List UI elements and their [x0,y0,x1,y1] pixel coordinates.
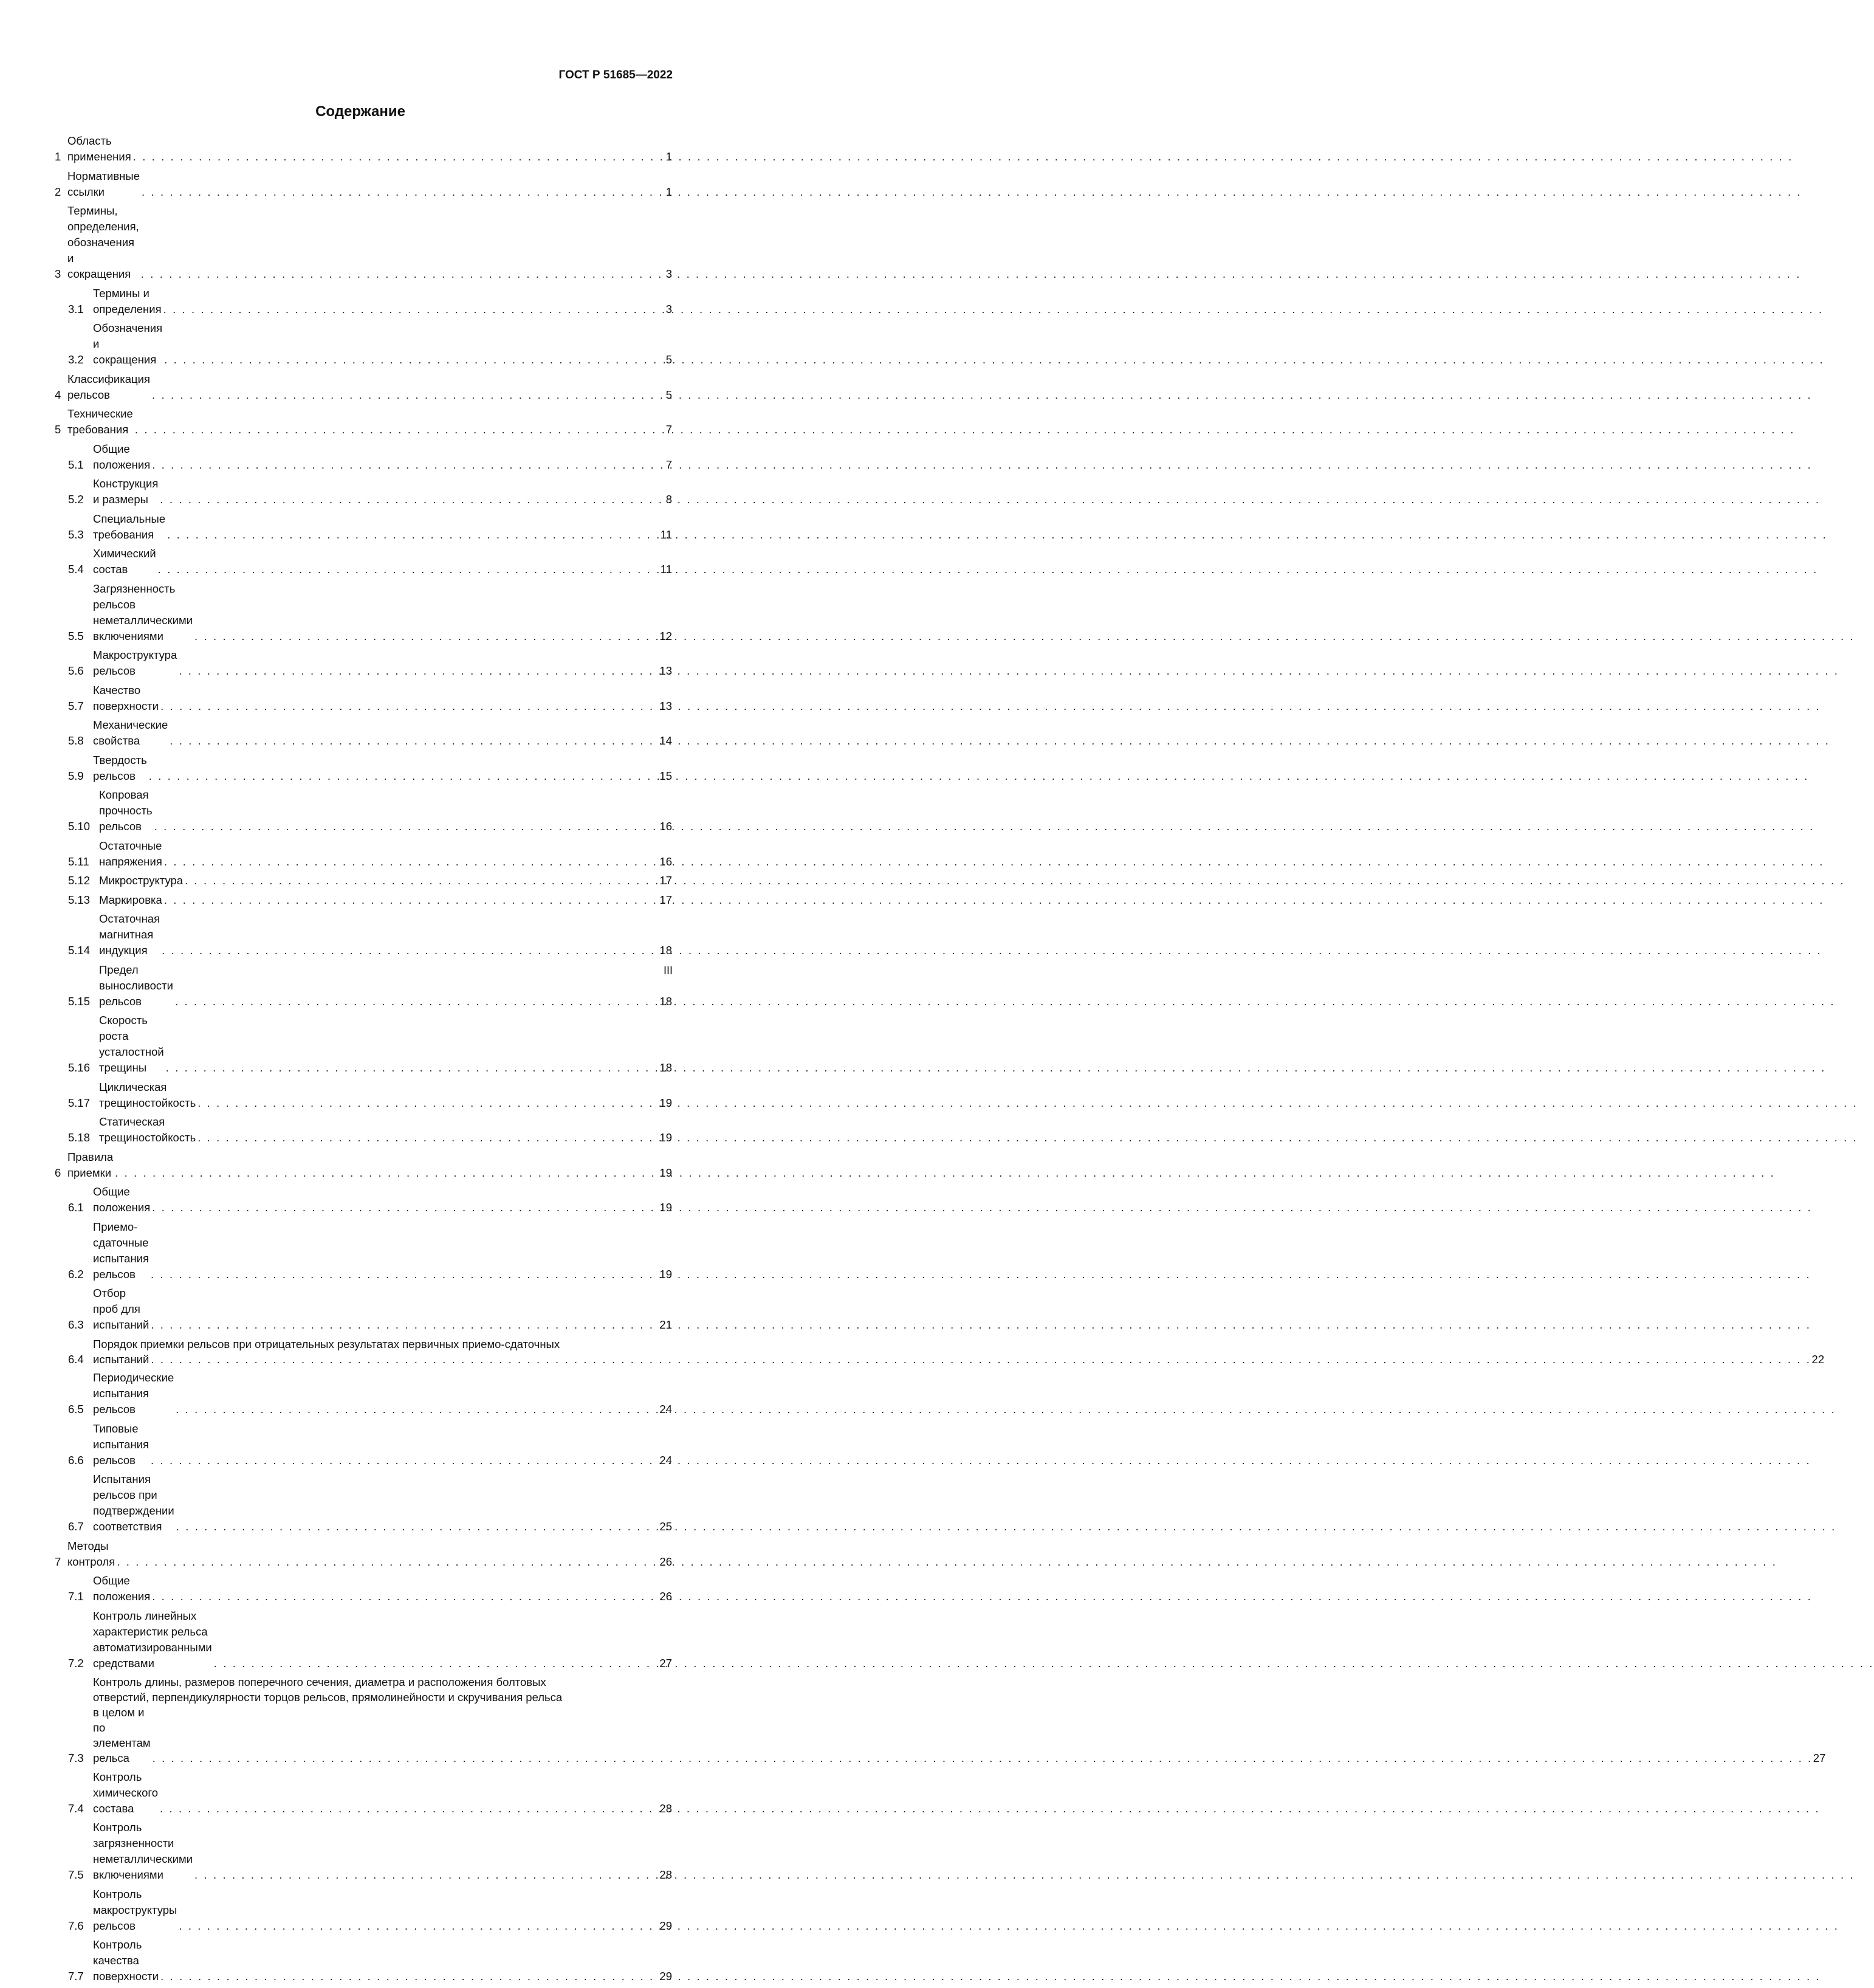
toc-dot-leader [149,1453,1811,1468]
toc-dot-leader [193,1867,1855,1883]
toc-entry-page: 29 [659,1970,672,1983]
toc-entry[interactable] [55,406,672,438]
table-of-contents [55,133,1826,1988]
toc-entry[interactable] [55,203,672,282]
toc-entry[interactable] [55,1573,672,1605]
toc-entry[interactable] [55,717,672,749]
toc-dot-leader [115,1554,1777,1570]
toc-entry-number: 5.15 [68,994,91,1008]
toc-entry-title: Испытания рельсов при подтверждении соответствия [93,1473,174,1533]
toc-entry-page: 8 [665,493,672,506]
toc-entry-number: 6.1 [68,1201,84,1214]
toc-entry-number: 5.4 [68,563,84,576]
toc-entry-number: 6.2 [68,1267,84,1281]
toc-entry-page: 19 [659,1131,672,1144]
toc-entry-page: 18 [659,994,672,1008]
toc-dot-leader [140,184,1802,200]
toc-dot-leader [133,422,1795,438]
toc-entry-page: 13 [659,664,672,677]
toc-dot-leader [174,1519,1836,1535]
toc-entry-title: Циклическая трещиностойкость [99,1080,196,1109]
toc-entry-number: 5 [55,423,61,436]
page-folio: III [663,965,673,977]
toc-entry[interactable] [55,133,672,165]
toc-entry[interactable] [55,1114,672,1146]
toc-entry-page: 3 [665,267,672,280]
toc-dot-leader [159,1969,1821,1984]
toc-entry-page: 28 [659,1801,672,1815]
toc-entry-page: 24 [659,1453,672,1467]
page-title: Содержание [315,103,405,120]
toc-dot-leader [160,943,1822,958]
toc-entry-title: Предел выносливости рельсов [99,963,173,1008]
toc-entry[interactable] [55,511,672,543]
toc-entry-page: 5 [665,388,672,401]
toc-entry-title-continuation: в целом и по элементам рельса [93,1706,151,1764]
toc-entry-title: Термины и определения [93,286,162,315]
toc-entry-number: 5.16 [68,1061,91,1074]
toc-entry-number: 5.14 [68,944,91,957]
toc-entry-title: Механические свойства [93,718,168,747]
toc-dot-leader [173,994,1835,1009]
toc-entry-page: 11 [660,563,672,576]
toc-entry-title: Правила приемки [67,1150,114,1179]
toc-entry-title: Микроструктура [99,874,184,887]
toc-dot-leader [168,733,1830,749]
toc-entry[interactable] [55,581,672,644]
toc-entry-page: 3 [665,302,672,315]
toc-entry[interactable] [55,441,672,473]
toc-entry-number: 7.1 [68,1590,84,1603]
toc-dot-leader [150,457,1812,473]
toc-entry-title: Общие положения [93,1574,151,1603]
toc-entry[interactable] [55,1149,672,1181]
toc-entry-page: 5 [665,353,672,366]
document-code: ГОСТ Р 51685—2022 [558,69,673,81]
toc-entry[interactable] [55,286,672,317]
toc-entry-title: Контроль линейных характеристик рельса автоматизированными средствами [93,1609,212,1670]
toc-entry-page: 21 [659,1318,672,1331]
toc-dot-leader [150,387,1812,403]
toc-entry-title: Контроль качества поверхности [93,1938,159,1983]
toc-dot-leader [149,1267,1811,1282]
toc-entry-title: Твердость рельсов [93,753,147,782]
toc-entry-title: Статическая трещиностойкость [99,1115,196,1144]
toc-entry[interactable] [55,1013,672,1076]
toc-entry-page: 11 [660,528,672,541]
toc-entry-title-continuation: отверстий, перпендикулярности торцов рельсов, прямолинейности и скручивания рельса [93,1691,563,1704]
toc-entry[interactable] [55,1471,672,1535]
toc-entry[interactable] [55,1538,672,1570]
toc-entry-number: 5.17 [68,1096,91,1109]
toc-dot-leader [212,1656,1874,1671]
toc-entry-title: Порядок приемки рельсов при отрицательных результатах первичных приемо-сдаточных [93,1337,560,1350]
toc-entry[interactable] [55,873,672,889]
toc-entry[interactable] [55,1421,672,1468]
toc-entry-number: 6.7 [68,1520,84,1533]
toc-dot-leader [162,352,1824,368]
toc-entry[interactable] [55,1336,1825,1367]
toc-entry-page: 19 [659,1096,672,1109]
toc-dot-leader [164,1060,1826,1076]
toc-entry-number: 5.13 [68,893,91,906]
toc-dot-leader [158,1801,1820,1817]
toc-entry-page: 24 [659,1403,672,1415]
toc-entry-number: 7 [55,1555,61,1568]
toc-dot-leader [174,1402,1836,1417]
toc-dot-leader [165,527,1827,543]
toc-dot-leader [131,149,1793,165]
toc-entry-title: Методы контроля [67,1539,115,1568]
toc-entry-number: 3.1 [68,302,84,315]
toc-dot-leader [177,663,1839,679]
toc-entry-page: 16 [659,855,672,868]
toc-entry-page: 27 [1813,1752,1826,1764]
toc-entry-number: 7.2 [68,1656,84,1670]
toc-entry-number: 6 [55,1166,61,1179]
toc-entry-page: 17 [659,874,672,887]
toc-entry[interactable] [55,1887,672,1934]
toc-entry-number: 3 [55,267,61,280]
toc-entry[interactable] [55,962,672,1009]
toc-dot-leader [159,698,1821,714]
toc-entry-title: Химический состав [93,547,156,576]
toc-entry-title: Общие положения [93,442,151,471]
toc-entry-title: Контроль загрязненности неметаллическими включениями [93,1821,193,1881]
toc-entry-page: 1 [665,185,672,198]
toc-entry[interactable] [55,1285,672,1333]
toc-entry[interactable] [55,371,672,403]
toc-entry-number: 4 [55,388,61,401]
toc-entry-page: 26 [659,1590,672,1603]
toc-entry-number: 5.1 [68,458,84,471]
toc-entry-page: 27 [659,1656,672,1670]
toc-entry-title: Скорость роста усталостной трещины [99,1014,164,1074]
toc-dot-leader [153,819,1814,834]
toc-entry[interactable] [55,1370,672,1417]
toc-entry-page: 19 [659,1166,672,1179]
toc-dot-leader [150,1589,1812,1605]
toc-entry-page: 18 [659,944,672,957]
toc-entry-page: 25 [659,1520,672,1533]
toc-dot-leader [177,1918,1839,1934]
toc-entry-title: Контроль химического состава [93,1770,159,1815]
toc-entry-title: Загрязненность рельсов неметаллическими включениями [93,582,193,642]
toc-dot-leader [150,1200,1812,1216]
toc-dot-leader [196,1095,1858,1111]
toc-entry-number: 5.8 [68,734,84,747]
toc-entry-page: 12 [659,629,672,642]
toc-entry-number: 6.6 [68,1453,84,1467]
toc-entry[interactable] [55,320,672,368]
toc-entry-title-continuation: испытаний [93,1352,149,1366]
toc-dot-leader [156,562,1818,577]
toc-entry-title: Остаточные напряжения [99,839,162,868]
toc-dot-leader [151,1750,1813,1766]
toc-dot-leader [149,1317,1811,1333]
toc-dot-leader [193,628,1855,644]
toc-entry-number: 7.3 [68,1752,84,1764]
toc-entry-title: Обозначения и сокращения [93,322,163,366]
toc-entry-number: 1 [55,150,61,163]
toc-entry-page: 18 [659,1061,672,1074]
toc-dot-leader [158,492,1820,507]
toc-entry-number: 5.7 [68,699,84,712]
toc-entry-number: 2 [55,185,61,198]
toc-entry-title: Конструкция и размеры [93,477,159,506]
toc-entry[interactable] [55,787,672,834]
toc-entry-title: Качество поверхности [93,683,159,712]
toc-dot-leader [183,873,1845,889]
toc-entry-number: 5.9 [68,769,84,782]
toc-entry-number: 5.3 [68,528,84,541]
toc-entry-number: 5.11 [68,855,89,868]
toc-entry[interactable] [55,892,672,908]
toc-dot-leader [149,1352,1811,1367]
toc-dot-leader [147,768,1809,784]
toc-entry[interactable] [55,752,672,784]
toc-entry-title: Специальные требования [93,512,166,541]
toc-entry-number: 7.4 [68,1801,84,1815]
toc-entry-page: 1 [665,150,672,163]
toc-entry-number: 3.2 [68,353,84,366]
toc-dot-leader [162,854,1824,870]
toc-entry[interactable] [55,647,672,679]
toc-entry-title: Макроструктура рельсов [93,648,177,677]
toc-entry-page: 26 [659,1555,672,1568]
toc-entry-number: 5.2 [68,493,84,506]
toc-entry-title: Приемо-сдаточные испытания рельсов [93,1220,149,1281]
toc-entry-number: 7.5 [68,1868,84,1881]
toc-entry[interactable] [55,1219,672,1282]
toc-dot-leader [162,892,1824,908]
toc-entry-title: Маркировка [99,893,162,906]
toc-entry-page: 22 [1811,1352,1825,1366]
toc-entry-title: Контроль длины, размеров поперечного сечения, диаметра и расположения болтовых [93,1676,546,1688]
toc-dot-leader [162,301,1824,317]
toc-entry[interactable] [55,1674,1826,1766]
toc-entry[interactable] [55,1184,672,1216]
toc-entry-number: 6.5 [68,1403,84,1415]
toc-entry-title: Периодические испытания рельсов [93,1371,174,1415]
toc-entry[interactable] [55,1820,672,1883]
toc-entry[interactable] [55,838,672,870]
toc-dot-leader [196,1130,1858,1146]
toc-entry[interactable] [55,1608,672,1671]
toc-entry-number: 7.6 [68,1919,84,1932]
toc-entry-number: 7.7 [68,1970,84,1983]
toc-entry[interactable] [55,1769,672,1817]
toc-entry-title: Отбор проб для испытаний [93,1287,149,1331]
toc-entry-number: 6.3 [68,1318,84,1331]
toc-entry[interactable] [55,683,672,714]
toc-entry-page: 17 [659,893,672,906]
toc-entry-page: 28 [659,1868,672,1881]
toc-entry-number: 5.12 [68,874,91,887]
toc-entry-title: Технические требования [67,407,133,436]
toc-entry[interactable] [55,476,672,507]
toc-entry[interactable] [55,911,672,958]
toc-entry-title: Общие положения [93,1185,151,1214]
toc-entry-page: 16 [659,820,672,833]
toc-entry-page: 13 [659,699,672,712]
toc-entry[interactable] [55,168,672,200]
toc-entry-page: 19 [659,1267,672,1281]
toc-entry-page: 19 [659,1201,672,1214]
toc-dot-leader [139,266,1801,282]
toc-entry[interactable] [55,1937,672,1984]
toc-entry-title: Контроль макроструктуры рельсов [93,1887,177,1932]
toc-entry-page: 14 [659,734,672,747]
toc-entry-page: 7 [665,458,672,471]
toc-entry-number: 5.5 [68,629,84,642]
toc-entry[interactable] [55,546,672,577]
toc-entry-number: 5.10 [68,820,91,833]
toc-dot-leader [113,1165,1775,1181]
toc-entry-title: Нормативные ссылки [67,169,140,198]
toc-entry-title: Типовые испытания рельсов [93,1422,149,1467]
toc-entry-title: Термины, определения, обозначения и сокращения [67,204,139,280]
toc-entry-page: 7 [665,423,672,436]
toc-entry-number: 5.6 [68,664,84,677]
toc-entry-page: 29 [659,1919,672,1932]
toc-entry-title: Остаточная магнитная индукция [99,912,160,957]
toc-entry[interactable] [55,1079,672,1111]
toc-entry-number: 6.4 [68,1352,84,1366]
toc-entry-title: Копровая прочность рельсов [99,788,153,833]
toc-entry-page: 15 [659,769,672,782]
toc-entry-number: 5.18 [68,1131,91,1144]
toc-entry-title: Классификация рельсов [67,372,150,401]
toc-entry-title: Область применения [67,134,131,163]
